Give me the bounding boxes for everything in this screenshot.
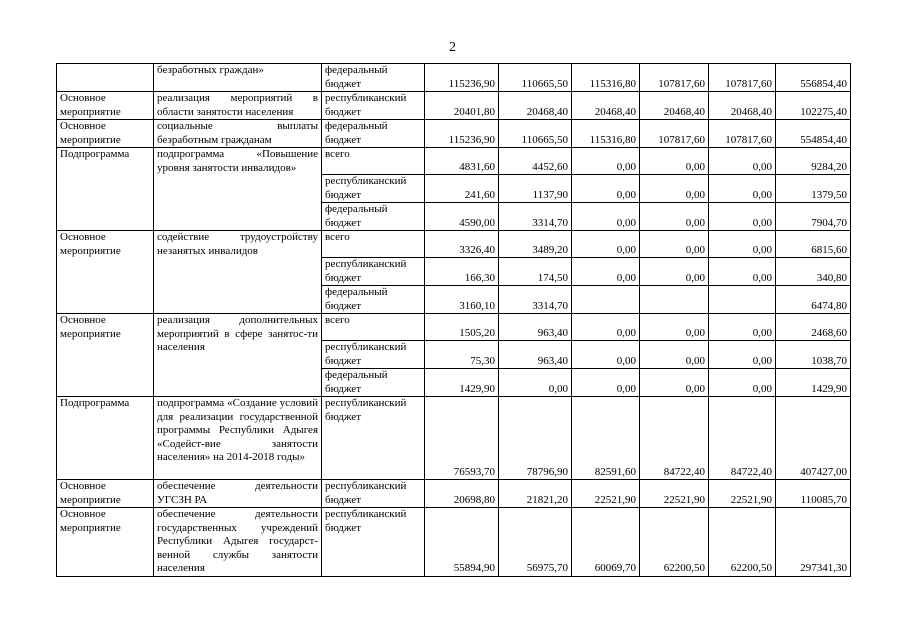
year-value-cell: 62200,50 xyxy=(640,508,709,577)
table-row xyxy=(57,314,851,341)
row-description-cell: подпрограмма «Повышение уровня занятости инвалидов» xyxy=(154,148,322,231)
table-row xyxy=(57,508,851,577)
year-value-cell: 0,00 xyxy=(572,148,640,175)
year-value-cell: 20698,80 xyxy=(425,480,499,508)
year-value-cell: 110665,50 xyxy=(499,120,572,148)
year-value-cell: 78796,90 xyxy=(499,397,572,480)
year-value-cell: 174,50 xyxy=(499,258,572,286)
row-type-cell xyxy=(57,64,154,92)
year-value-cell: 20468,40 xyxy=(572,92,640,120)
year-value-cell xyxy=(709,286,776,314)
row-type-cell: Основное мероприятие xyxy=(57,508,154,577)
year-value-cell: 963,40 xyxy=(499,314,572,341)
year-value-cell: 0,00 xyxy=(640,341,709,369)
funding-source-cell: всего xyxy=(322,231,425,258)
year-value-cell: 0,00 xyxy=(572,341,640,369)
year-value-cell: 22521,90 xyxy=(640,480,709,508)
year-value-cell: 62200,50 xyxy=(709,508,776,577)
year-value-cell: 0,00 xyxy=(709,369,776,397)
year-value-cell: 0,00 xyxy=(640,231,709,258)
year-value-cell: 4590,00 xyxy=(425,203,499,231)
year-value-cell: 1429,90 xyxy=(425,369,499,397)
year-value-cell: 0,00 xyxy=(640,258,709,286)
year-value-cell: 55894,90 xyxy=(425,508,499,577)
year-value-cell: 107817,60 xyxy=(709,64,776,92)
year-value-cell: 0,00 xyxy=(499,369,572,397)
year-value-cell: 0,00 xyxy=(640,203,709,231)
year-value-cell: 20468,40 xyxy=(709,92,776,120)
year-value-cell: 84722,40 xyxy=(709,397,776,480)
table-row xyxy=(57,64,851,92)
year-value-cell: 3489,20 xyxy=(499,231,572,258)
row-type-cell: Основное мероприятие xyxy=(57,92,154,120)
year-value-cell: 0,00 xyxy=(709,148,776,175)
year-value-cell: 110665,50 xyxy=(499,64,572,92)
row-type-cell: Основное мероприятие xyxy=(57,120,154,148)
total-value-cell: 1379,50 xyxy=(776,175,851,203)
year-value-cell: 1137,90 xyxy=(499,175,572,203)
year-value-cell: 115316,80 xyxy=(572,64,640,92)
year-value-cell: 1505,20 xyxy=(425,314,499,341)
total-value-cell: 9284,20 xyxy=(776,148,851,175)
row-type-cell: Основное мероприятие xyxy=(57,231,154,314)
funding-source-cell: республиканский бюджет xyxy=(322,258,425,286)
year-value-cell: 0,00 xyxy=(640,314,709,341)
table-row xyxy=(57,120,851,148)
year-value-cell: 107817,60 xyxy=(640,120,709,148)
row-description-cell: безработных граждан» xyxy=(154,64,322,92)
row-type-cell: Подпрограмма xyxy=(57,397,154,480)
year-value-cell: 963,40 xyxy=(499,341,572,369)
year-value-cell: 0,00 xyxy=(709,258,776,286)
year-value-cell: 0,00 xyxy=(572,203,640,231)
year-value-cell: 21821,20 xyxy=(499,480,572,508)
total-value-cell: 6815,60 xyxy=(776,231,851,258)
budget-table-body xyxy=(57,64,851,577)
page-number: 2 xyxy=(449,40,456,55)
row-type-cell: Подпрограмма xyxy=(57,148,154,231)
year-value-cell: 0,00 xyxy=(709,341,776,369)
year-value-cell: 115316,80 xyxy=(572,120,640,148)
year-value-cell: 0,00 xyxy=(709,203,776,231)
funding-source-cell: республиканский бюджет xyxy=(322,508,425,577)
year-value-cell: 3314,70 xyxy=(499,203,572,231)
year-value-cell: 107817,60 xyxy=(709,120,776,148)
year-value-cell: 22521,90 xyxy=(572,480,640,508)
year-value-cell: 0,00 xyxy=(572,258,640,286)
year-value-cell: 20468,40 xyxy=(499,92,572,120)
row-description-cell: обеспечение деятельности государственных учреждений Республики Адыгея государст-венной службы занятости населения xyxy=(154,508,322,577)
year-value-cell: 0,00 xyxy=(572,314,640,341)
row-description-cell: обеспечение деятельности УГСЗН РА xyxy=(154,480,322,508)
funding-source-cell: всего xyxy=(322,314,425,341)
total-value-cell: 2468,60 xyxy=(776,314,851,341)
row-description-cell: социальные выплаты безработным гражданам xyxy=(154,120,322,148)
funding-source-cell: республиканский бюджет xyxy=(322,341,425,369)
row-type-cell: Основное мероприятие xyxy=(57,480,154,508)
year-value-cell: 0,00 xyxy=(640,148,709,175)
funding-source-cell: республиканский бюджет xyxy=(322,92,425,120)
row-description-cell: реализация дополнительных мероприятий в сфере занятос-ти населения xyxy=(154,314,322,397)
row-description-cell: реализация мероприятий в области занятости населения xyxy=(154,92,322,120)
year-value-cell: 241,60 xyxy=(425,175,499,203)
year-value-cell: 107817,60 xyxy=(640,64,709,92)
year-value-cell: 0,00 xyxy=(572,369,640,397)
year-value-cell: 0,00 xyxy=(709,231,776,258)
year-value-cell: 56975,70 xyxy=(499,508,572,577)
funding-source-cell: республиканский бюджет xyxy=(322,175,425,203)
funding-source-cell: федеральный бюджет xyxy=(322,369,425,397)
year-value-cell: 0,00 xyxy=(709,314,776,341)
year-value-cell xyxy=(640,286,709,314)
year-value-cell: 4452,60 xyxy=(499,148,572,175)
row-description-cell: подпрограмма «Создание условий для реализации государственной программы Республики Адыгея «Содейст-вие занятости населения» на 2014-2018 годы» xyxy=(154,397,322,480)
funding-source-cell: федеральный бюджет xyxy=(322,120,425,148)
year-value-cell: 4831,60 xyxy=(425,148,499,175)
year-value-cell: 166,30 xyxy=(425,258,499,286)
year-value-cell: 20468,40 xyxy=(640,92,709,120)
year-value-cell: 76593,70 xyxy=(425,397,499,480)
year-value-cell: 0,00 xyxy=(572,175,640,203)
total-value-cell: 556854,40 xyxy=(776,64,851,92)
total-value-cell: 340,80 xyxy=(776,258,851,286)
year-value-cell: 115236,90 xyxy=(425,64,499,92)
total-value-cell: 7904,70 xyxy=(776,203,851,231)
year-value-cell: 0,00 xyxy=(640,369,709,397)
funding-source-cell: всего xyxy=(322,148,425,175)
table-row xyxy=(57,480,851,508)
year-value-cell: 75,30 xyxy=(425,341,499,369)
total-value-cell: 1429,90 xyxy=(776,369,851,397)
table-row xyxy=(57,231,851,258)
row-type-cell: Основное мероприятие xyxy=(57,314,154,397)
table-row xyxy=(57,92,851,120)
budget-table xyxy=(56,63,851,577)
year-value-cell: 0,00 xyxy=(640,175,709,203)
funding-source-cell: федеральный бюджет xyxy=(322,203,425,231)
year-value-cell: 115236,90 xyxy=(425,120,499,148)
year-value-cell: 60069,70 xyxy=(572,508,640,577)
year-value-cell: 84722,40 xyxy=(640,397,709,480)
year-value-cell: 20401,80 xyxy=(425,92,499,120)
year-value-cell: 3326,40 xyxy=(425,231,499,258)
total-value-cell: 6474,80 xyxy=(776,286,851,314)
year-value-cell: 0,00 xyxy=(572,231,640,258)
year-value-cell: 3314,70 xyxy=(499,286,572,314)
row-description-cell: содействие трудоустройству незанятых инвалидов xyxy=(154,231,322,314)
year-value-cell xyxy=(572,286,640,314)
funding-source-cell: федеральный бюджет xyxy=(322,64,425,92)
year-value-cell: 3160,10 xyxy=(425,286,499,314)
funding-source-cell: республиканский бюджет xyxy=(322,397,425,480)
funding-source-cell: республиканский бюджет xyxy=(322,480,425,508)
table-row xyxy=(57,148,851,175)
funding-source-cell: федеральный бюджет xyxy=(322,286,425,314)
total-value-cell: 102275,40 xyxy=(776,92,851,120)
total-value-cell: 407427,00 xyxy=(776,397,851,480)
table-row xyxy=(57,397,851,480)
total-value-cell: 110085,70 xyxy=(776,480,851,508)
year-value-cell: 22521,90 xyxy=(709,480,776,508)
total-value-cell: 1038,70 xyxy=(776,341,851,369)
total-value-cell: 554854,40 xyxy=(776,120,851,148)
total-value-cell: 297341,30 xyxy=(776,508,851,577)
year-value-cell: 0,00 xyxy=(709,175,776,203)
year-value-cell: 82591,60 xyxy=(572,397,640,480)
